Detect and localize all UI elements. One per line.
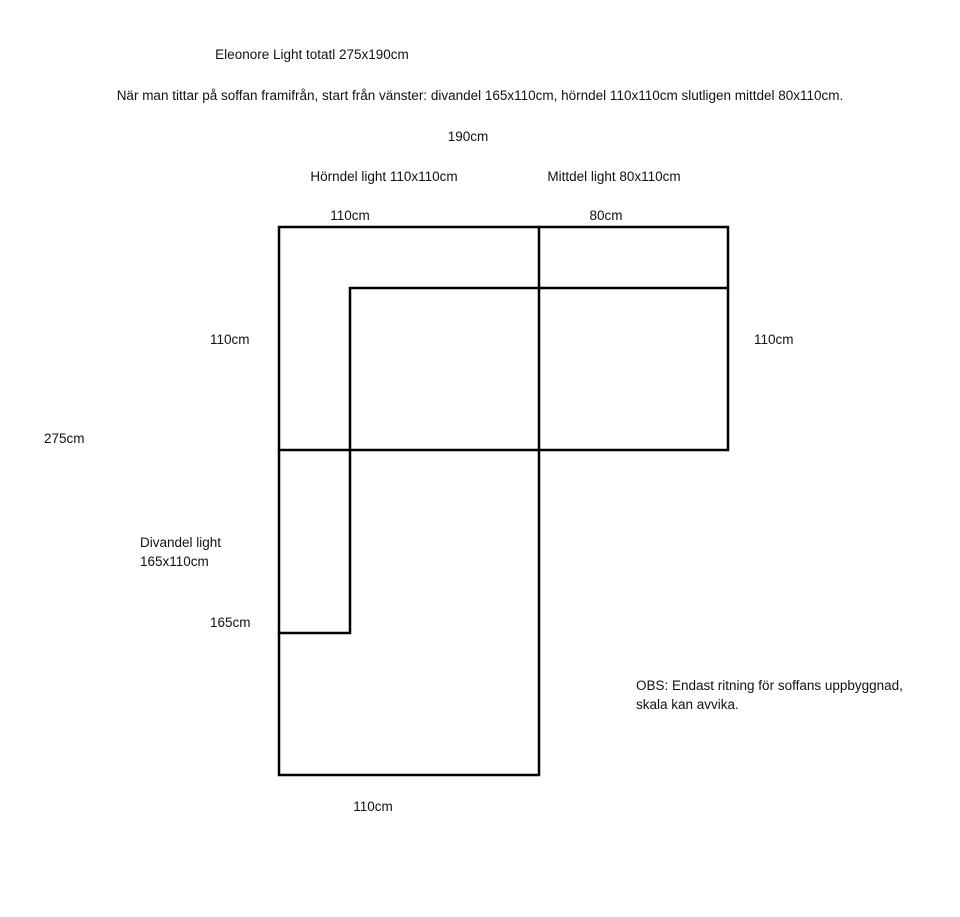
- middle-part-label: Mittdel light 80x110cm: [547, 169, 681, 184]
- total-width-label: 190cm: [447, 129, 489, 144]
- backrest-line: [279, 288, 728, 633]
- bottom-width-label: 110cm: [353, 799, 393, 814]
- middle-width-label: 80cm: [589, 208, 623, 223]
- left-height-label: 110cm: [210, 332, 250, 347]
- diagram-description: När man tittar på soffan framifrån, start från vänster: divandel 165x110cm, hörndel 110x110cm slutligen mittdel 80x110cm.: [116, 88, 844, 103]
- divan-height-label: 165cm: [210, 615, 251, 630]
- right-height-label: 110cm: [754, 332, 794, 347]
- corner-part-label: Hörndel light 110x110cm: [310, 169, 458, 184]
- note-line-2: skala kan avvika.: [636, 697, 739, 712]
- corner-width-label: 110cm: [330, 208, 370, 223]
- divan-part-label-line2: 165x110cm: [140, 554, 209, 569]
- diagram-title: Eleonore Light totatl 275x190cm: [215, 47, 409, 62]
- note-line-1: OBS: Endast ritning för soffans uppbyggnad,: [636, 678, 903, 693]
- divan-part-label-line1: Divandel light: [140, 535, 222, 550]
- total-depth-label: 275cm: [44, 431, 85, 446]
- sofa-outline: [279, 227, 728, 775]
